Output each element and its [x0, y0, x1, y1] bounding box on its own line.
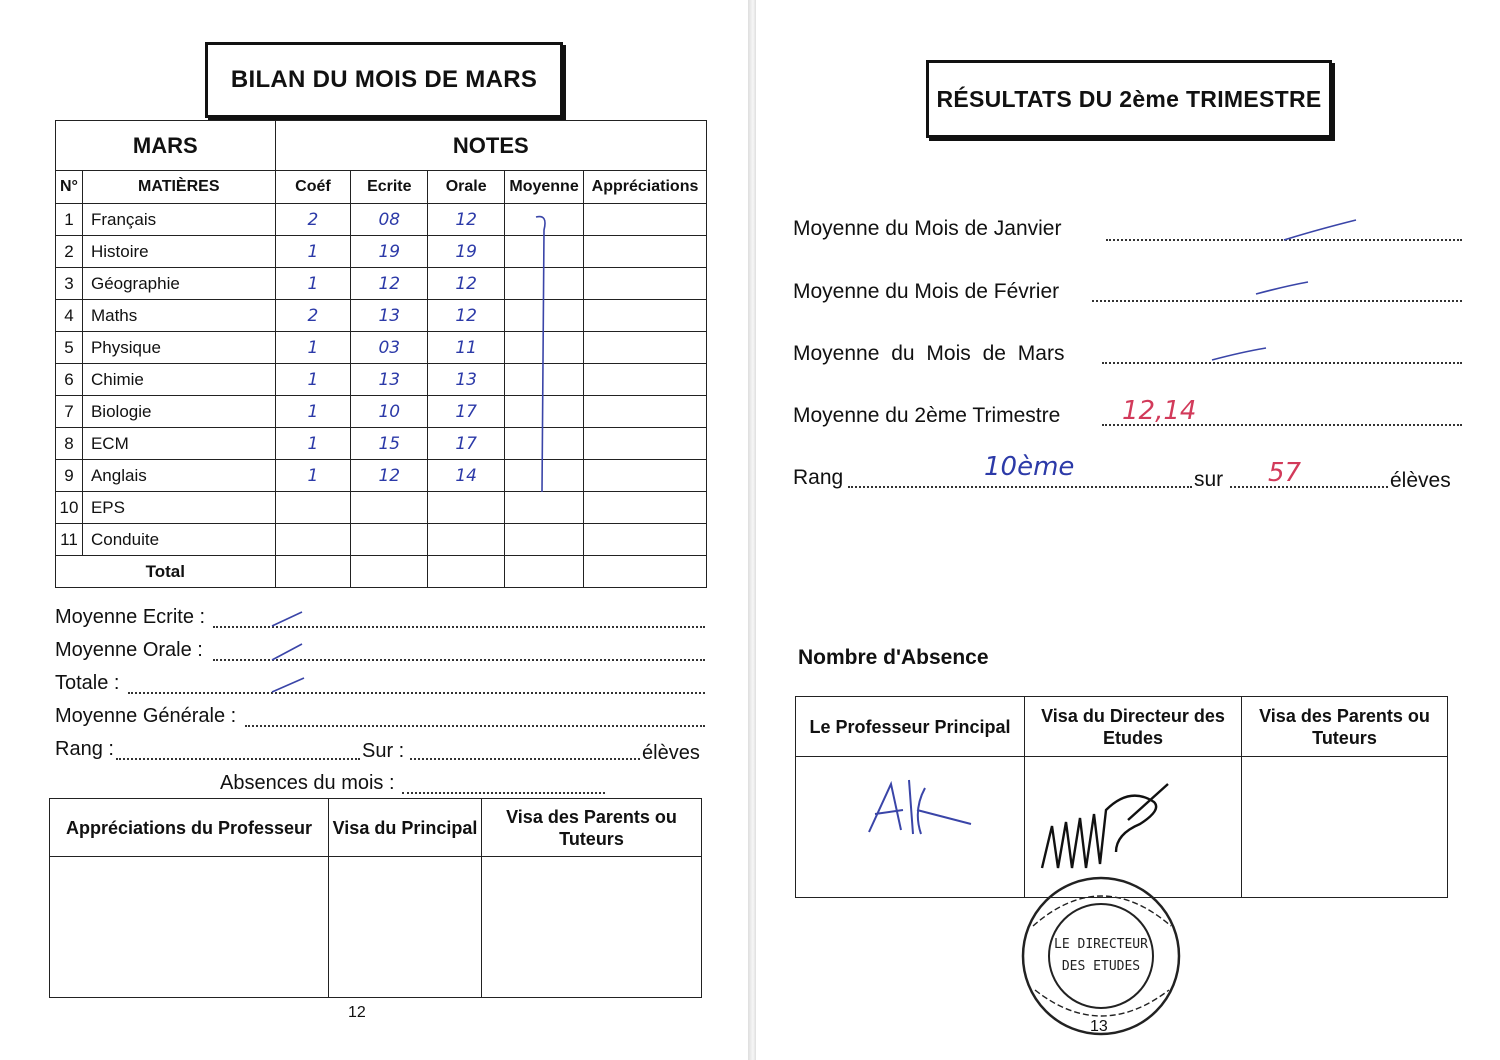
- table-row: [56, 396, 707, 428]
- col-ecrite: Ecrite: [351, 171, 428, 204]
- right-page: [756, 0, 1500, 1060]
- col-appreciations: Appréciations: [584, 171, 707, 204]
- sur-label-right: sur: [1194, 468, 1224, 491]
- month-title: [205, 42, 563, 118]
- total-ecrite: [351, 556, 428, 588]
- row-coef: 2: [275, 300, 351, 332]
- row-num: 2: [56, 236, 83, 268]
- row-num: 1: [56, 204, 83, 236]
- absence-title: Nombre d'Absence: [798, 646, 989, 669]
- row-ecrite: [351, 492, 428, 524]
- table-row: [56, 300, 707, 332]
- visa-directeur-header: Visa du Directeur des Etudes: [1025, 697, 1242, 757]
- page-number-right: 13: [1090, 1018, 1108, 1035]
- row-orale: 13: [428, 364, 505, 396]
- col-subject: MATIÈRES: [82, 171, 275, 204]
- row-ecrite: 15: [351, 428, 428, 460]
- row-num: 5: [56, 332, 83, 364]
- blank-dash-marks: [1206, 212, 1376, 372]
- col-orale: Orale: [428, 171, 505, 204]
- row-num: 10: [56, 492, 83, 524]
- sur-dots: [410, 758, 640, 760]
- row-appreciation: [584, 204, 707, 236]
- grades-table: [55, 120, 707, 588]
- visa-professeur-cell: [50, 857, 329, 998]
- row-num: 6: [56, 364, 83, 396]
- row-orale: 14: [428, 460, 505, 492]
- row-subject: Conduite: [82, 524, 275, 556]
- professeur-signature: [861, 770, 981, 850]
- row-subject: ECM: [82, 428, 275, 460]
- total-row: [56, 556, 707, 588]
- row-coef: 2: [275, 204, 351, 236]
- row-ecrite: 12: [351, 460, 428, 492]
- rang-value: 10ème: [984, 452, 1075, 482]
- row-ecrite: 03: [351, 332, 428, 364]
- table-row: [56, 364, 707, 396]
- row-appreciation: [584, 460, 707, 492]
- row-appreciation: [584, 332, 707, 364]
- eleves-label-right: élèves: [1390, 469, 1451, 492]
- col-moyenne: Moyenne: [505, 171, 584, 204]
- slash-marks: [268, 604, 312, 694]
- notes-header: NOTES: [275, 121, 706, 171]
- total-coef: [275, 556, 351, 588]
- row-appreciation: [584, 492, 707, 524]
- sur-dots-right: [1230, 486, 1388, 488]
- total-label: Total: [56, 556, 276, 588]
- row-subject: Français: [82, 204, 275, 236]
- totale-dots: [128, 692, 705, 694]
- row-orale: [428, 492, 505, 524]
- col-num: N°: [56, 171, 83, 204]
- row-appreciation: [584, 428, 707, 460]
- row-coef: 1: [275, 364, 351, 396]
- rang-label-right: Rang: [793, 466, 844, 489]
- month-title-text: BILAN DU MOIS DE MARS: [230, 66, 538, 93]
- row-orale: 19: [428, 236, 505, 268]
- total-moyenne: [505, 556, 584, 588]
- row-coef: [275, 492, 351, 524]
- appreciation-visa-table: [49, 798, 702, 998]
- visa-parents-header-right: Visa des Parents ou Tuteurs: [1242, 697, 1448, 757]
- row-coef: 1: [275, 332, 351, 364]
- row-subject: Physique: [82, 332, 275, 364]
- table-row: [56, 428, 707, 460]
- row-orale: 11: [428, 332, 505, 364]
- row-appreciation: [584, 300, 707, 332]
- row-orale: 12: [428, 268, 505, 300]
- trimestre-title: [926, 60, 1332, 138]
- sur-value: 57: [1268, 458, 1302, 488]
- eleves-label: élèves: [642, 742, 700, 764]
- parents-signature-cell: [1242, 757, 1448, 898]
- row-subject: Histoire: [82, 236, 275, 268]
- sur-label: Sur :: [362, 740, 405, 762]
- total-orale: [428, 556, 505, 588]
- table-row: [56, 492, 707, 524]
- visa-parents-header: Visa des Parents ou Tuteurs: [482, 799, 702, 857]
- table-row: [56, 236, 707, 268]
- month-header: MARS: [56, 121, 276, 171]
- row-num: 9: [56, 460, 83, 492]
- directeur-stamp: [1011, 866, 1191, 1036]
- professeur-principal-header: Le Professeur Principal: [796, 697, 1025, 757]
- row-appreciation: [584, 268, 707, 300]
- row-orale: 17: [428, 428, 505, 460]
- row-subject: Maths: [82, 300, 275, 332]
- row-ecrite: [351, 524, 428, 556]
- visa-professeur-header: Appréciations du Professeur: [50, 799, 329, 857]
- row-appreciation: [584, 524, 707, 556]
- moy-fevrier-label: Moyenne du Mois de Février: [793, 280, 1060, 303]
- table-row: [56, 332, 707, 364]
- row-ecrite: 19: [351, 236, 428, 268]
- row-coef: 1: [275, 236, 351, 268]
- row-appreciation: [584, 236, 707, 268]
- row-num: 11: [56, 524, 83, 556]
- row-coef: 1: [275, 428, 351, 460]
- row-orale: 12: [428, 300, 505, 332]
- moy-trimestre-label: Moyenne du 2ème Trimestre: [793, 404, 1061, 427]
- row-num: 7: [56, 396, 83, 428]
- table-row: [56, 204, 707, 236]
- rang-dots: [116, 758, 360, 760]
- table-row: [56, 460, 707, 492]
- row-ecrite: 12: [351, 268, 428, 300]
- row-ecrite: 10: [351, 396, 428, 428]
- totale-label: Totale :: [55, 672, 120, 694]
- moy-janvier-label: Moyenne du Mois de Janvier: [793, 217, 1062, 240]
- row-ecrite: 08: [351, 204, 428, 236]
- table-row: [56, 524, 707, 556]
- trimestre-title-text: RÉSULTATS DU 2ème TRIMESTRE: [936, 85, 1322, 112]
- svg-text:DES ETUDES: DES ETUDES: [1061, 959, 1141, 974]
- row-coef: 1: [275, 268, 351, 300]
- row-orale: [428, 524, 505, 556]
- row-orale: 17: [428, 396, 505, 428]
- visa-principal-cell: [329, 857, 482, 998]
- row-coef: 1: [275, 460, 351, 492]
- row-num: 3: [56, 268, 83, 300]
- moyenne-orale-label: Moyenne Orale :: [55, 639, 203, 661]
- visa-principal-header: Visa du Principal: [329, 799, 482, 857]
- total-appreciation: [584, 556, 707, 588]
- absences-dots: [402, 792, 605, 794]
- rang-label: Rang :: [55, 738, 114, 760]
- directeur-signature: [1036, 780, 1176, 880]
- row-moyenne: [505, 524, 584, 556]
- row-subject: Anglais: [82, 460, 275, 492]
- svg-text:LE DIRECTEUR: LE DIRECTEUR: [1054, 937, 1148, 952]
- row-num: 4: [56, 300, 83, 332]
- row-num: 8: [56, 428, 83, 460]
- moyenne-stroke: [530, 212, 570, 497]
- visa-parents-cell: [482, 857, 702, 998]
- moy-mars-label: Moyenne du Mois de Mars: [793, 342, 1065, 365]
- table-row: [56, 268, 707, 300]
- row-appreciation: [584, 396, 707, 428]
- row-coef: 1: [275, 396, 351, 428]
- row-coef: [275, 524, 351, 556]
- page-number-left: 12: [348, 1004, 366, 1021]
- col-coef: Coéf: [275, 171, 351, 204]
- row-orale: 12: [428, 204, 505, 236]
- row-subject: EPS: [82, 492, 275, 524]
- moyenne-generale-label: Moyenne Générale :: [55, 705, 237, 727]
- absences-label: Absences du mois :: [220, 772, 395, 794]
- trimestre-value: 12,14: [1122, 396, 1197, 426]
- row-ecrite: 13: [351, 300, 428, 332]
- moyenne-ecrite-label: Moyenne Ecrite :: [55, 606, 206, 628]
- row-subject: Géographie: [82, 268, 275, 300]
- row-appreciation: [584, 364, 707, 396]
- moyenne-generale-dots: [245, 725, 705, 727]
- rang-dots-right: [848, 486, 1192, 488]
- row-ecrite: 13: [351, 364, 428, 396]
- row-subject: Biologie: [82, 396, 275, 428]
- row-subject: Chimie: [82, 364, 275, 396]
